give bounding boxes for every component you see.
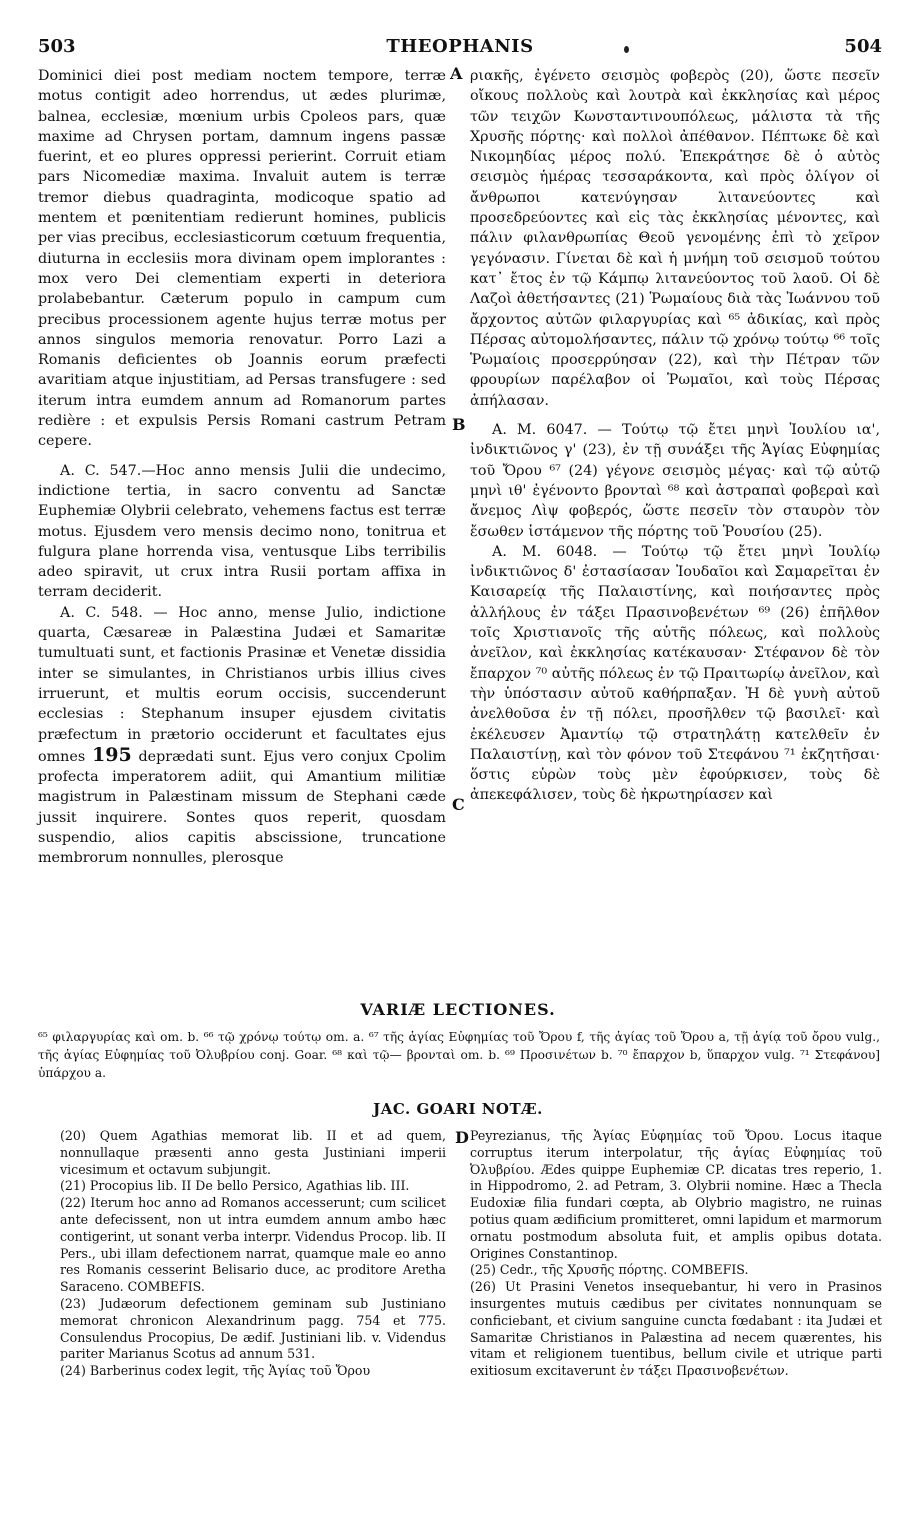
margin-marker-a: A (450, 64, 463, 83)
greek-paragraph: ριακῆς, ἐγένετο σεισμὸς φοβερὸς (20), ὥστε πεσεῖν οἴκους πολλοὺς καὶ λουτρὰ καὶ ἐκκλησίας καὶ μέρος τῶν τειχῶν Κωνσταντινουπόλεως, μάλιστα τὰ τῆς Χρυσῆς πόρτης· καὶ πολλοὶ ἀπέθανον. Πέπτωκε δὲ καὶ Νικομηδίας μέρος πολύ. Ἐπεκράτησε δὲ ὁ αὐτὸς σεισμὸς ἡμέρας τεσσαράκοντα, καὶ πρὸς ὀλίγον οἱ ἄνθρωποι κατενύγησαν λιτανεύοντες καὶ προσεδρεύοντες καὶ εἰς τὰς ἐκκλησίας μένοντες, καὶ πάλιν φιλανθρωπίας Θεοῦ γενομένης ἐπὶ τὸ χεῖρον γεγόνασιν. Γίνεται δὲ καὶ ἡ μνήμη τοῦ σεισμοῦ τούτου κατ᾽ ἔτος ἐν τῷ Κάμπῳ λιτανεύοντος τοῦ λαοῦ. Οἱ δὲ Λαζοὶ ἀθετήσαντες (21) Ῥωμαίους διὰ τὰς Ἰωάννου τοῦ ἄρχοντος αὐτῶν φιλαργυρίας καὶ ⁶⁵ ἀδικίας, καὶ πρὸς Πέρσας αὐτομολήσαντες, πάλιν τῷ χρόνῳ τούτῳ ⁶⁶ τοῖς Ῥωμαίοις προσερρύησαν (22), καὶ τὴν Πέτραν τῶν φρουρίων παρέλαβον οἱ Ῥωμαῖοι, καὶ τοὺς Πέρσας ἀπήλασαν. (470, 68, 880, 409)
note-item: (22) Iterum hoc anno ad Romanos accesserunt; cum scilicet ante defecissent, non ut intra eumdem annum ambo hæc contigerint, ut sonant verba interpr. Videndus Procop. lib. II Pers., ubi illam defectionem narrat, quamque male eo anno res Romanis cesserint Belisario duce, ac proditore Aretha Saraceno. COMBEFIS. (60, 1195, 446, 1295)
greek-paragraph: A. M. 6047. — Τούτῳ τῷ ἔτει μηνὶ Ἰουλίου ια', ἰνδικτιῶνος γ' (23), ἐν τῇ συνάξει τῆς Ἁγίας Εὐφημίας τοῦ Ὄρου ⁶⁷ (24) γέγονε σεισμὸς μέγας· καὶ τῷ αὐτῷ μηνὶ ιθ' ἐγένοντο βρονταὶ ⁶⁸ καὶ ἀστραπαὶ φοβεραὶ καὶ ἄνεμος Λὶψ φοβερός, ὥστε πεσεῖν τὸν σταυρὸν τὸν ἔσωθεν ἱστάμενον τῆς πόρτης τοῦ Ῥουσίου (25). (470, 422, 880, 540)
latin-paragraph: Dominici diei post mediam noctem tempore, terræ motus contigit adeo horrendus, ut ædes plurimæ, balnea, ecclesiæ, mœnium urbis Cpoleos pars, quæ maxime ad Chrysen portam, damnum ingens passæ fuerint, et eo plures oppressi perierint. Corruit etiam pars Nicomediæ maxima. Invaluit autem is terræ tremor diebus quadraginta, modicoque spatio ad mentem et pœnitentiam redierunt homines, publicis per vias precibus, ecclesiasticorum cœtuum frequentia, diuturna in ecclesiis mora divinam opem implorantes : mox vero Dei clementiam experti in deteriora prolabebantur. Cæterum populo in campum cum precibus processionem agente hujus terræ motus per annos singulos memoria renovatur. Porro Lazi a Romanis deficientes ob Joannis eorum præfecti avaritiam atque injustitiam, ad Persas transfugere : sed iterum intra eumdem annum ad Romanorum partes redière : et expulsis Persis Romani castrum Petram cepere. (38, 68, 446, 450)
note-item: (23) Judæorum defectionem geminam sub Justiniano memorat chronicon Alexandrinum pagg. 754 et 775. Consulendus Procopius, De ædif. Justiniani lib. v. Videndus pariter Marianus Scotus ad annum 531. (60, 1295, 446, 1362)
right-page-number: 504 (844, 36, 882, 57)
running-title: THEOPHANIS (386, 36, 534, 57)
note-item: (26) Ut Prasini Venetos insequebantur, hi vero in Prasinos insurgentes mutuis cædibus per civitates nonnunquam se conficiebant, et civium sanguine cuncta fœdabant : ita Judæi et Samaritæ Christianos in Palæstina ad necem quærentes, his vitam et religionem tuentibus, bellum civile et utrique parti exitiosum excitaverunt ἐν τάξει Πρασινοβενέτων. (470, 1279, 882, 1379)
greek-paragraph: A. M. 6048. — Τούτῳ τῷ ἔτει μηνὶ Ἰουλίῳ ἰνδικτιῶνος δ' ἐστασίασαν Ἰουδαῖοι καὶ Σαμαρεῖται ἐν Καισαρείᾳ τῆς Παλαιστίνης, καὶ ποιήσαντες πρὸς ἀλλήλους ἐν τάξει Πρασινοβενέτων ⁶⁹ (26) ἐπῆλθον τοῖς Χριστιανοῖς τῆς αὐτῆς πόλεως, καὶ πολλοὺς ἀνεῖλον, καὶ ἐκκλησίας κατέκαυσαν· Στέφανον δὲ τὸν ἔπαρχον ⁷⁰ αὐτῆς πόλεως ἐν τῷ Πραιτωρίῳ ἀνεῖλον, καὶ τὴν ὑπόστασιν αὐτοῦ καθήρπαξαν. Ἡ δὲ γυνὴ αὐτοῦ ἀνελθοῦσα ἐν τῇ πόλει, προσῆλθεν τῷ βασιλεῖ· καὶ ἐκέλευσεν Ἀμαντίῳ τῷ στρατηλάτῃ κατελθεῖν ἐν Παλαιστίνῃ, καὶ τὸν φόνον τοῦ Στεφάνου ⁷¹ ἐκζητῆσαι· ὅστις εὑρὼν τοὺς μὲν ἐφούρκισεν, τοὺς δὲ ἀπεκεφάλισεν, τοὺς δὲ ἠκρωτηρίασεν καὶ (470, 543, 880, 804)
left-page-number: 503 (38, 36, 76, 57)
variae-lectiones-heading: VARIÆ LECTIONES. (360, 1000, 556, 1019)
greek-column (470, 66, 880, 806)
note-item: (25) Cedr., τῆς Χρυσῆς πόρτης. COMBEFIS. (470, 1262, 749, 1278)
notes-right-column (470, 1128, 882, 1380)
note-item: (24) Barberinus codex legit, τῆς Ἁγίας τοῦ Ὄρου (60, 1363, 371, 1379)
column-number: 195 (92, 743, 132, 766)
notes-left-column (60, 1128, 446, 1380)
margin-marker-d: D (455, 1128, 469, 1147)
goari-notes-heading: JAC. GOARI NOTÆ. (373, 1100, 543, 1118)
running-header (38, 36, 882, 60)
note-item: (20) Quem Agathias memorat lib. II et ad quem, nonnullaque præsenti anno gesta Justiniani imperii vicesimum et octavum subjungit. (60, 1128, 446, 1177)
margin-marker-b: B (452, 415, 466, 434)
note-item: (21) Procopius lib. II De bello Persico, Agathias lib. III. (60, 1178, 410, 1194)
note-item: Peyrezianus, τῆς Ἁγίας Εὐφημίας τοῦ Ὄρου. Locus itaque corruptus iterum interpolatur, τῆς ἁγίας Εὐφημίας τοῦ Ὀλυβρίου. Ædes quippe Euphemiæ CP. dicatas tres reperio, 1. in Hippodromo, 2. ad Petram, 3. Olybrii nomine. Hæc a Thecla Eudoxiæ filia fundari cœpta, ab Olybrio magistro, ne ruinas potius quam ædificium promitteret, omni lapidum et marmorum ornatu postmodum absoluta fuit, et amplis opibus dotata. Origines Constantinop. (470, 1128, 882, 1261)
latin-paragraph: A. C. 547.—Hoc anno mensis Julii die undecimo, indictione tertia, in sacro conventu ad Sanctæ Euphemiæ Olybrii celebrato, vehemens factus est terræ motus. Ejusdem vero mensis decimo nono, tonitrua et fulgura plane horrenda visa, ventusque Libs terribilis adeo spiravit, ut crux intra Rusii portam affixa in terram deciderit. (38, 462, 446, 601)
ink-dot-icon (624, 46, 629, 53)
variae-lectiones-text: ⁶⁵ φιλαργυρίας καὶ om. b. ⁶⁶ τῷ χρόνῳ τούτῳ om. a. ⁶⁷ τῆς ἁγίας Εὐφημίας τοῦ Ὄρου f, τῆς ἁγίας τοῦ Ὄρου a, τῇ ἁγίᾳ τοῦ ὄρου vulg., τῆς ἁγίας Εὐφημίας τοῦ Ὀλυβρίου conj. Goar. ⁶⁸ καὶ τῷ— βρονταὶ om. b. ⁶⁹ Προσινέτων b. ⁷⁰ ἔπαρχον b, ὕπαρχον vulg. ⁷¹ Στεφάνου] ὑπάρχου a. (38, 1030, 880, 1080)
margin-marker-c: C (452, 795, 465, 814)
latin-paragraph: A. C. 548. — Hoc anno, mense Julio, indictione quarta, Cæsareæ in Palæstina Judæi et Samaritæ tumultuati sunt, et factionis Prasinæ et Venetæ dissidia inter se simulantes, in Christianos urbis illius cives irruerunt, et multis eorum occisis, succenderunt ecclesias : Stephanum insuper ejusdem civitatis præfectum in prætorio occiderunt et facultates ejus omnes 195 deprædati sunt. Ejus vero conjux Cpolim profecta imperatorem adiit, qui Amantium militiæ magistrum in Palæstinam missum de Stephani cæde jussit inquirere. Sontes quos reperit, quosdam suspendio, alios capitis abscissione, truncatione membrorum nonnulles, plerosque (38, 604, 446, 867)
latin-column (38, 66, 446, 869)
